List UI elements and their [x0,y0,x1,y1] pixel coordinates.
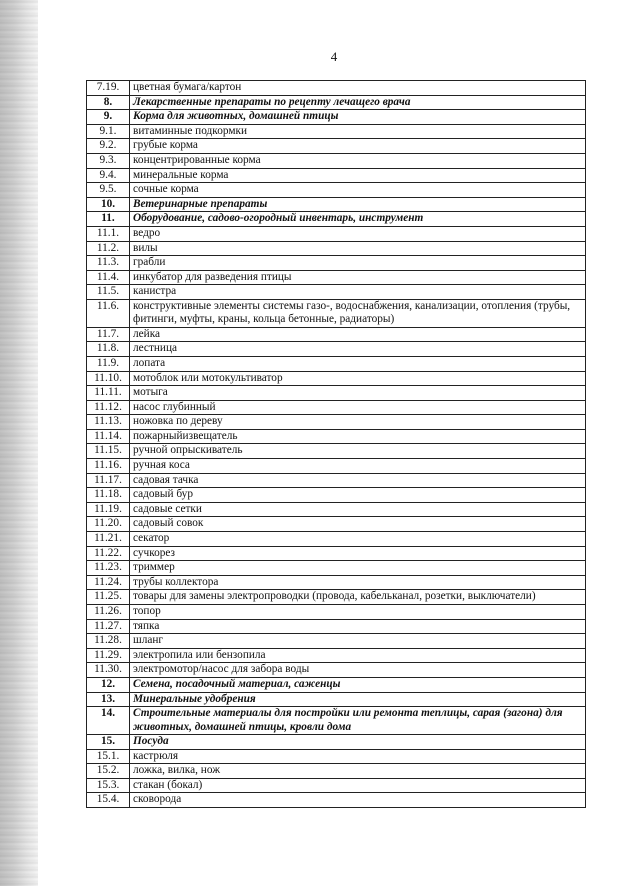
table-row [87,444,586,459]
table-row [87,764,586,779]
item-number: 15.3. [87,778,130,793]
item-name: цветная бумага/картон [130,81,586,96]
item-number: 11.10. [87,371,130,386]
item-name: грубые корма [130,139,586,154]
table-row [87,299,586,327]
item-name: канистра [130,285,586,300]
item-name: Корма для животных, домашней птицы [130,110,586,125]
table-row [87,415,586,430]
item-name: конструктивные элементы системы газо-, водоснабжения, канализации, отопления (трубы, фитинги, муфты, краны, кольца бетонные, радиаторы) [130,299,586,327]
table-row [87,749,586,764]
item-number: 15.1. [87,749,130,764]
table-row [87,139,586,154]
table-row [87,605,586,620]
item-name: триммер [130,561,586,576]
items-table-body [87,81,586,808]
item-number: 11.12. [87,400,130,415]
item-number: 11.29. [87,648,130,663]
table-row [87,241,586,256]
table-row [87,386,586,401]
table-row [87,124,586,139]
item-name: ведро [130,226,586,241]
item-name: вилы [130,241,586,256]
item-name: минеральные корма [130,168,586,183]
table-row [87,546,586,561]
item-name: сочные корма [130,183,586,198]
item-number: 11.23. [87,561,130,576]
item-number: 11.3. [87,256,130,271]
item-name: витаминные подкормки [130,124,586,139]
item-name: мотоблок или мотокультиватор [130,371,586,386]
table-row [87,590,586,605]
item-number: 11.1. [87,226,130,241]
item-name: товары для замены электропроводки (провода, кабельканал, розетки, выключатели) [130,590,586,605]
category-row [87,734,586,749]
table-row [87,634,586,649]
table-row [87,371,586,386]
table-row [87,473,586,488]
table-row [87,778,586,793]
item-name: ручной опрыскиватель [130,444,586,459]
table-row [87,183,586,198]
item-name: Минеральные удобрения [130,692,586,707]
item-name: Ветеринарные препараты [130,197,586,212]
item-number: 8. [87,95,130,110]
item-number: 9.5. [87,183,130,198]
table-row [87,663,586,678]
item-name: Строительные материалы для постройки или ремонта теплицы, сарая (загона) для животных, домашней птицы, кровли дома [130,707,586,735]
table-row [87,400,586,415]
item-name: трубы коллектора [130,575,586,590]
item-number: 11.11. [87,386,130,401]
item-name: Лекарственные препараты по рецепту лечащего врача [130,95,586,110]
item-number: 11.9. [87,356,130,371]
item-number: 9. [87,110,130,125]
category-row [87,707,586,735]
item-number: 13. [87,692,130,707]
item-name: электропила или бензопила [130,648,586,663]
item-number: 11.14. [87,429,130,444]
item-number: 11.28. [87,634,130,649]
item-number: 11.15. [87,444,130,459]
item-name: тяпка [130,619,586,634]
item-name: пожарныйизвещатель [130,429,586,444]
item-name: садовый бур [130,488,586,503]
item-number: 11. [87,212,130,227]
item-number: 12. [87,677,130,692]
item-name: ножовка по дереву [130,415,586,430]
table-row [87,561,586,576]
table-row [87,532,586,547]
item-name: электромотор/насос для забора воды [130,663,586,678]
item-number: 7.19. [87,81,130,96]
table-row [87,168,586,183]
item-number: 15.4. [87,793,130,808]
table-row [87,429,586,444]
item-name: Семена, посадочный материал, саженцы [130,677,586,692]
table-row [87,575,586,590]
item-number: 15. [87,734,130,749]
category-row [87,212,586,227]
table-row [87,327,586,342]
table-row [87,256,586,271]
table-row [87,793,586,808]
item-name: лестница [130,342,586,357]
category-row [87,197,586,212]
category-row [87,95,586,110]
item-number: 11.7. [87,327,130,342]
category-row [87,677,586,692]
item-number: 11.30. [87,663,130,678]
item-name: инкубатор для разведения птицы [130,270,586,285]
table-row [87,226,586,241]
item-number: 11.25. [87,590,130,605]
item-number: 11.13. [87,415,130,430]
table-row [87,517,586,532]
item-number: 11.17. [87,473,130,488]
item-number: 11.2. [87,241,130,256]
table-row [87,502,586,517]
table-row [87,270,586,285]
item-name: садовые сетки [130,502,586,517]
items-table [86,80,586,808]
item-name: Посуда [130,734,586,749]
item-number: 11.21. [87,532,130,547]
item-number: 11.5. [87,285,130,300]
table-row [87,356,586,371]
item-number: 11.16. [87,459,130,474]
item-number: 11.20. [87,517,130,532]
item-name: топор [130,605,586,620]
item-name: насос глубинный [130,400,586,415]
item-name: Оборудование, садово-огородный инвентарь, инструмент [130,212,586,227]
item-name: шланг [130,634,586,649]
table-row [87,488,586,503]
item-number: 11.4. [87,270,130,285]
item-number: 10. [87,197,130,212]
table-row [87,459,586,474]
item-number: 11.18. [87,488,130,503]
item-number: 11.26. [87,605,130,620]
table-row [87,648,586,663]
category-row [87,110,586,125]
item-name: секатор [130,532,586,547]
item-name: грабли [130,256,586,271]
item-name: сковорода [130,793,586,808]
category-row [87,692,586,707]
scan-edge-shadow [0,0,38,886]
item-name: ручная коса [130,459,586,474]
item-number: 9.4. [87,168,130,183]
page-number: 4 [330,49,338,64]
item-number: 9.1. [87,124,130,139]
item-name: лопата [130,356,586,371]
item-name: мотыга [130,386,586,401]
item-number: 9.3. [87,153,130,168]
table-row [87,342,586,357]
item-name: ложка, вилка, нож [130,764,586,779]
table-row [87,153,586,168]
table-row [87,81,586,96]
item-number: 11.22. [87,546,130,561]
item-name: сучкорез [130,546,586,561]
item-name: садовый совок [130,517,586,532]
item-number: 14. [87,707,130,735]
item-name: стакан (бокал) [130,778,586,793]
table-row [87,619,586,634]
item-number: 11.6. [87,299,130,327]
item-name: кастрюля [130,749,586,764]
item-name: садовая тачка [130,473,586,488]
table-row [87,285,586,300]
item-name: лейка [130,327,586,342]
item-name: концентрированные корма [130,153,586,168]
item-number: 11.24. [87,575,130,590]
item-number: 11.8. [87,342,130,357]
item-number: 15.2. [87,764,130,779]
item-number: 11.19. [87,502,130,517]
item-number: 11.27. [87,619,130,634]
item-number: 9.2. [87,139,130,154]
